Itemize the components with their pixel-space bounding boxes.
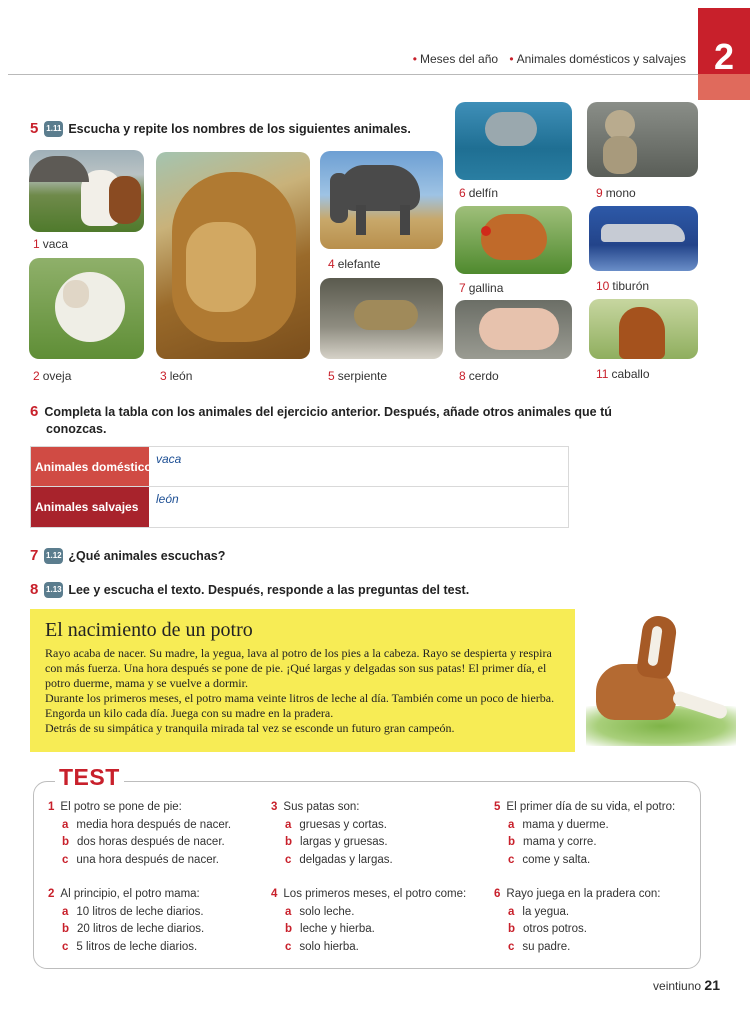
answer-option[interactable]: b leche y hierba. — [285, 923, 375, 935]
photo-pig — [455, 300, 572, 359]
photo-dolphin — [455, 102, 572, 180]
exercise-7-heading — [30, 547, 225, 564]
header-rule — [8, 74, 698, 75]
answer-option[interactable]: b largas y gruesas. — [285, 836, 388, 848]
table-row — [31, 447, 568, 487]
row-label: Animales domésticos — [31, 447, 149, 486]
header-topics: • Meses del año • Animales domésticos y salvajes — [412, 52, 686, 66]
topic-1: Meses del año — [420, 52, 499, 66]
photo-horse — [589, 299, 698, 359]
audio-track-icon[interactable]: 1.11 — [44, 121, 63, 137]
animals-table — [30, 446, 569, 528]
test-question-3: 3 Sus patas son: a gruesas y cortas. b largas y gruesas. c delgadas y largas. — [271, 799, 393, 869]
exercise-number: 7 — [30, 547, 39, 564]
reading-paragraph-3: Detrás de su simpática y tranquila mirada tal vez se esconde un futuro gran campeón. — [45, 721, 455, 735]
answer-option[interactable]: c delgadas y largas. — [285, 853, 393, 866]
caption-8: 8 cerdo — [459, 369, 499, 383]
caption-2: 2 oveja — [33, 369, 72, 383]
answer-option[interactable]: b 20 litros de leche diarios. — [62, 923, 205, 935]
exercise-number: 8 — [30, 581, 39, 598]
answer-option[interactable]: a la yegua. — [508, 905, 570, 918]
caption-3: 3 león — [160, 369, 193, 383]
answer-option[interactable]: b otros potros. — [508, 923, 587, 935]
audio-track-icon[interactable]: 1.13 — [44, 582, 63, 598]
caption-7: 7 gallina — [459, 281, 504, 295]
answer-option[interactable]: c come y salta. — [508, 853, 591, 866]
page-number: veintiuno 21 — [653, 977, 720, 993]
caption-6: 6 delfín — [459, 186, 499, 200]
exercise-number: 5 — [30, 120, 39, 137]
foal-photo — [576, 606, 736, 752]
unit-number: 2 — [713, 36, 735, 77]
answer-option[interactable]: b dos horas después de nacer. — [62, 836, 225, 848]
unit-tab — [698, 8, 750, 100]
exercise-instruction: Lee y escucha el texto. Después, responde a las preguntas del test. — [68, 582, 470, 597]
answer-option[interactable]: c solo hierba. — [285, 940, 359, 953]
exercise-instruction: Escucha y repite los nombres de los siguientes animales. — [68, 121, 411, 136]
caption-10: 10 tiburón — [596, 279, 650, 293]
photo-hen — [455, 206, 572, 274]
answer-option[interactable]: a solo leche. — [285, 905, 355, 918]
test-title: TEST — [55, 764, 124, 791]
caption-4: 4 elefante — [328, 257, 381, 271]
photo-sheep — [29, 258, 144, 359]
answer-option[interactable]: c 5 litros de leche diarios. — [62, 940, 198, 953]
caption-1: 1 vaca — [33, 237, 69, 251]
test-question-6: 6 Rayo juega en la pradera con: a la yegua. b otros potros. c su padre. — [494, 886, 660, 956]
test-question-4: 4 Los primeros meses, el potro come: a solo leche. b leche y hierba. c solo hierba. — [271, 886, 466, 956]
test-question-2: 2 Al principio, el potro mama: a 10 litros de leche diarios. b 20 litros de leche diarios. c 5 litros de leche diarios. — [48, 886, 204, 956]
photo-snake — [320, 278, 443, 359]
exercise-6-heading — [30, 403, 612, 420]
exercise-6-heading-line2: conozcas. — [46, 422, 107, 436]
photo-shark — [589, 206, 698, 271]
topic-2: Animales domésticos y salvajes — [516, 52, 686, 66]
answer-option[interactable]: a gruesas y cortas. — [285, 818, 387, 831]
row-label: Animales salvajes — [31, 487, 149, 527]
photo-lion — [156, 152, 310, 359]
exercise-number: 6 — [30, 403, 39, 420]
photo-cow — [29, 150, 144, 232]
answer-option[interactable]: a 10 litros de leche diarios. — [62, 905, 204, 918]
photo-elephant — [320, 151, 443, 249]
test-question-5: 5 El primer día de su vida, el potro: a mama y duerme. b mama y corre. c come y salta. — [494, 799, 675, 869]
photo-monkey — [587, 102, 698, 177]
exercise-instruction: ¿Qué animales escuchas? — [68, 548, 226, 563]
reading-paragraph-1: Rayo acaba de nacer. Su madre, la yegua, lava al potro de los pies a la cabeza. Rayo se despierta y respira con más fuerza. Una hora después se pone de pie. ¡Qué largas y delgadas son sus patas! El primer día, el potro duerme, mama y se vuelve a dormir. — [45, 646, 552, 690]
answer-option[interactable]: a mama y duerme. — [508, 818, 609, 831]
reading-paragraph-2: Durante los primeros meses, el potro mama veinte litros de leche al día. También come un poco de hierba. Engorda un kilo cada día. Juega con su madre en la pradera. — [45, 691, 555, 720]
audio-track-icon[interactable]: 1.12 — [44, 548, 63, 564]
answer-option[interactable]: a media hora después de nacer. — [62, 818, 232, 831]
exercise-8-heading — [30, 581, 469, 598]
reading-title: El nacimiento de un potro — [45, 619, 253, 641]
answer-option[interactable]: b mama y corre. — [508, 836, 597, 848]
answer-option[interactable]: c su padre. — [508, 940, 571, 953]
exercise-5-heading — [30, 120, 411, 137]
table-row — [31, 487, 568, 527]
test-question-1: 1 El potro se pone de pie: a media hora después de nacer. b dos horas después de nacer. c una hora después de nacer. — [48, 799, 231, 869]
reading-box — [30, 609, 575, 752]
row-answer-field[interactable]: vaca — [156, 452, 182, 466]
caption-11: 11 caballo — [596, 367, 650, 381]
caption-5: 5 serpiente — [328, 369, 388, 383]
caption-9: 9 mono — [596, 186, 636, 200]
exercise-instruction: Completa la tabla con los animales del ejercicio anterior. Después, añade otros animales que tú — [44, 404, 612, 419]
row-answer-field[interactable]: león — [156, 492, 179, 506]
answer-option[interactable]: c una hora después de nacer. — [62, 853, 219, 866]
